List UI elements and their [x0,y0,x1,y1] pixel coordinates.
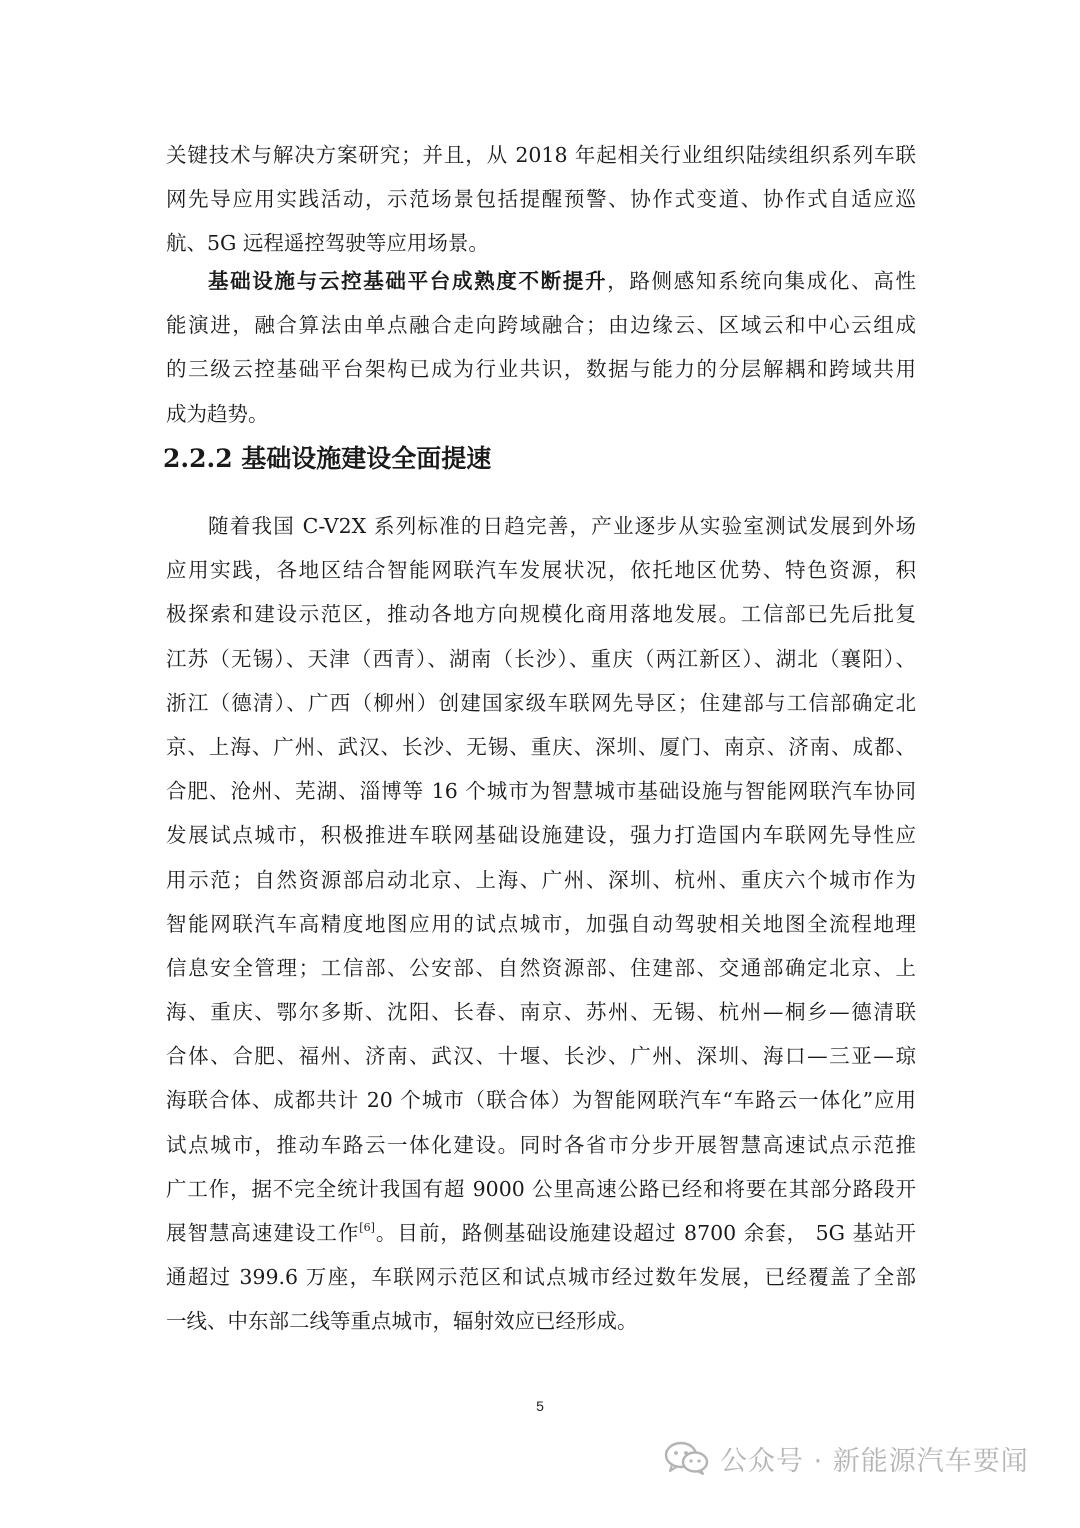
paragraph-line: 试点城市，推动车路云一体化建设。同时各省市分步开展智慧高速试点示范推 [166,1132,916,1157]
paragraph-line: 一线、中东部二线等重点城市，辐射效应已经形成。 [166,1309,638,1334]
paragraph-line: 海、重庆、鄂尔多斯、沈阳、长春、南京、苏州、无锡、杭州—桐乡—德清联 [166,1000,916,1025]
paragraph-line: 关键技术与解决方案研究；并且，从 2018 年起相关行业组织陆续组织系列车联 [166,143,916,167]
paragraph-line: 随着我国 C-V2X 系列标准的日趋完善，产业逐步从实验室测试发展到外场 [208,514,916,538]
paragraph-line: 海联合体、成都共计 20 个城市（联合体）为智能网联汽车“车路云一体化”应用 [166,1088,916,1113]
paragraph-line-with-reference [166,1211,916,1255]
paragraph-line: 网先导应用实践活动，示范场景包括提醒预警、协作式变道、协作式自适应巡 [166,187,916,212]
paragraph-line: 应用实践，各地区结合智能网联汽车发展状况，依托地区优势、特色资源，积 [166,558,916,583]
paragraph-line: 发展试点城市，积极推进车联网基础设施建设，强力打造国内车联网先导性应 [166,823,916,848]
section-heading: 2.2.2 基础设施建设全面提速 [163,444,492,473]
paragraph-line: 能演进，融合算法由单点融合走向跨域融合；由边缘云、区域云和中心云组成 [166,313,916,338]
paragraph-line: 用示范；自然资源部启动北京、上海、广州、深圳、杭州、重庆六个城市作为 [166,867,916,892]
paragraph-line: 航、5G 远程遥控驾驶等应用场景。 [166,231,489,256]
paragraph-line: 极探索和建设示范区，推动各地方向规模化商用落地发展。工信部已先后批复 [166,602,916,627]
paragraph-line [166,259,916,303]
paragraph-line: 成为趋势。 [166,401,269,426]
line-text: 展智慧高速建设工作 [166,1221,360,1245]
page-number: 5 [536,1398,544,1414]
bold-lead-phrase: 基础设施与云控基础平台成熟度不断提升 [208,269,608,293]
paragraph-line: 智能网联汽车高精度地图应用的试点城市，加强自动驾驶相关地图全流程地理 [166,911,916,936]
paragraph-line: 广工作，据不完全统计我国有超 9000 公里高速公路已经和将要在其部分路段开 [166,1176,916,1201]
paragraph-line: 信息安全管理；工信部、公安部、自然资源部、住建部、交通部确定北京、上 [166,955,916,980]
paragraph-line: 的三级云控基础平台架构已成为行业共识，数据与能力的分层解耦和跨域共用 [166,357,916,382]
wechat-icon [664,1441,710,1475]
watermark-text: 公众号 · 新能源汽车要闻 [720,1445,1029,1477]
paragraph-line: 合体、合肥、福州、济南、武汉、十堰、长沙、广州、深圳、海口—三亚—琼 [166,1044,916,1069]
reference-mark: [6] [359,1221,375,1234]
paragraph-line: 江苏（无锡）、天津（西青）、湖南（长沙）、重庆（两江新区）、湖北（襄阳）、 [166,646,916,671]
paragraph-line: 浙江（德清）、广西（柳州）创建国家级车联网先导区；住建部与工信部确定北 [166,690,916,715]
line-rest: ，路侧感知系统向集成化、高性 [607,269,917,293]
paragraph-line: 通超过 399.6 万座，车联网示范区和试点城市经过数年发展，已经覆盖了全部 [166,1265,916,1290]
paragraph-2 [166,259,916,436]
paragraph-line: 合肥、沧州、芜湖、淄博等 16 个城市为智慧城市基础设施与智能网联汽车协同 [166,779,916,804]
paragraph-line: 京、上海、广州、武汉、长沙、无锡、重庆、深圳、厦门、南京、济南、成都、 [166,734,916,759]
watermark [664,1436,1029,1480]
line-text: 。目前，路侧基础设施建设超过 8700 余套， 5G 基站开 [374,1221,916,1245]
paragraph-1 [166,133,916,266]
paragraph-3 [166,504,916,1344]
